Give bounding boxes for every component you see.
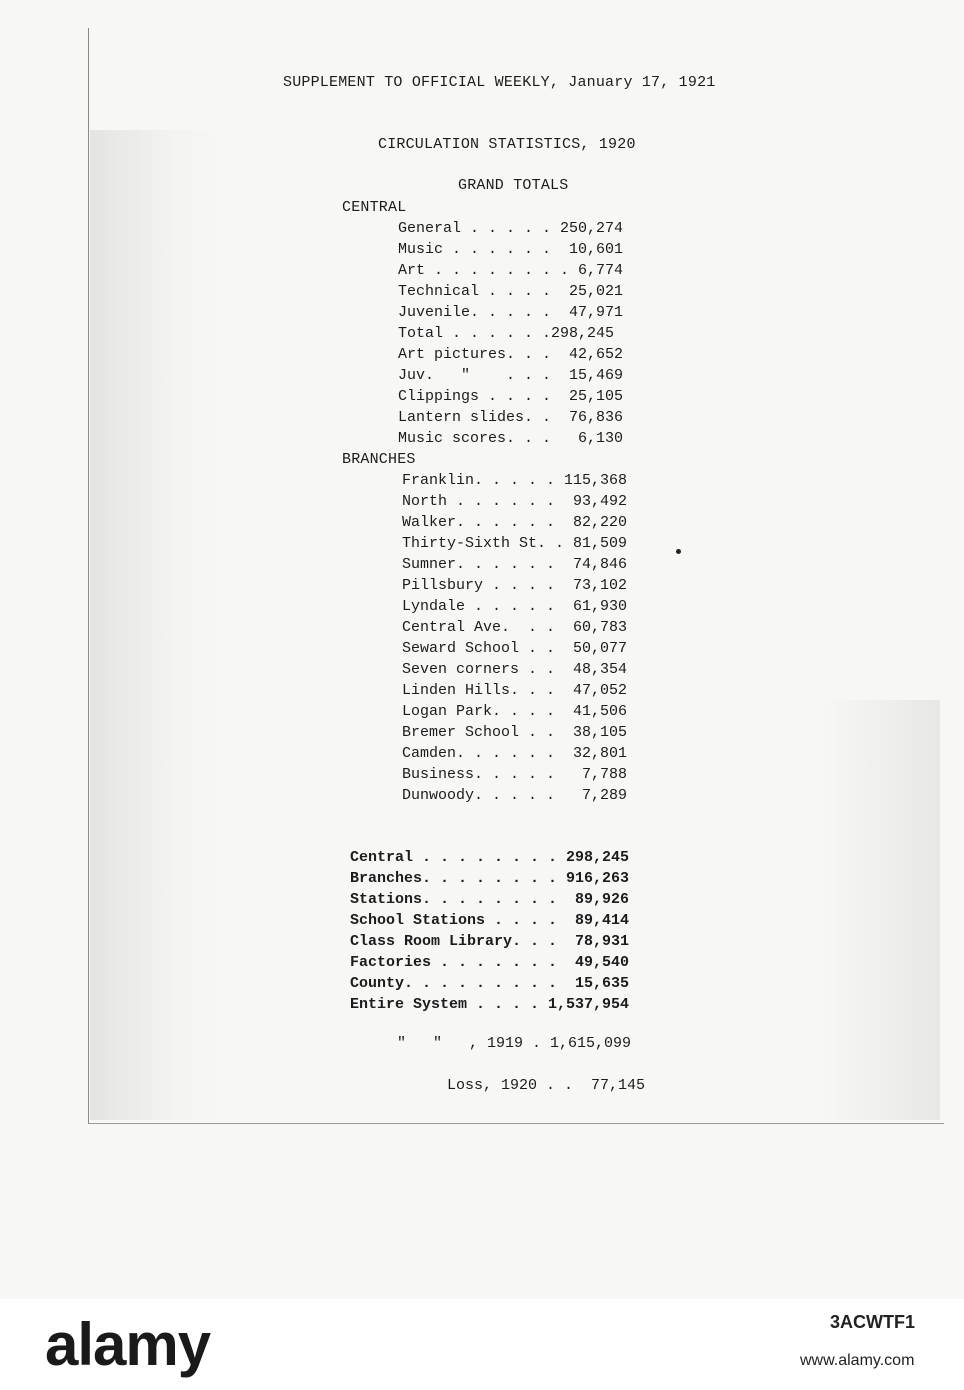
- branch-row: Seward School . . 50,077: [402, 640, 628, 657]
- central-row: Art . . . . . . . . 6,774: [398, 262, 624, 279]
- central-row: Technical . . . . 25,021: [398, 283, 624, 300]
- branch-row: Central Ave. . . 60,783: [402, 619, 628, 636]
- document-title: CIRCULATION STATISTICS, 1920: [378, 136, 636, 153]
- central-row: Juvenile. . . . . 47,971: [398, 304, 624, 321]
- central-row: Music scores. . . 6,130: [398, 430, 624, 447]
- branch-row: Linden Hills. . . 47,052: [402, 682, 628, 699]
- section-subtitle: GRAND TOTALS: [458, 177, 569, 194]
- summary-row: County. . . . . . . . . 15,635: [350, 975, 630, 992]
- branch-row: North . . . . . . 93,492: [402, 493, 628, 510]
- comparison-1919: " " , 1919 . 1,615,099: [397, 1035, 632, 1052]
- central-row: Clippings . . . . 25,105: [398, 388, 624, 405]
- central-heading: CENTRAL: [342, 199, 407, 216]
- ink-speck: [676, 549, 681, 554]
- summary-row: School Stations . . . . 89,414: [350, 912, 630, 929]
- central-row: Total . . . . . .298,245: [398, 325, 615, 342]
- branches-heading: BRANCHES: [342, 451, 416, 468]
- branch-row: Sumner. . . . . . 74,846: [402, 556, 628, 573]
- summary-row: Entire System . . . . 1,537,954: [350, 996, 630, 1013]
- summary-row: Class Room Library. . . 78,931: [350, 933, 630, 950]
- branch-row: Lyndale . . . . . 61,930: [402, 598, 628, 615]
- branch-row: Franklin. . . . . 115,368: [402, 472, 628, 489]
- watermark-site: www.alamy.com: [800, 1352, 915, 1369]
- central-row: Art pictures. . . 42,652: [398, 346, 624, 363]
- branch-row: Camden. . . . . . 32,801: [402, 745, 628, 762]
- central-row: Lantern slides. . 76,836: [398, 409, 624, 426]
- central-row: Music . . . . . . 10,601: [398, 241, 624, 258]
- summary-row: Branches. . . . . . . . 916,263: [350, 870, 630, 887]
- central-row: Juv. " . . . 15,469: [398, 367, 624, 384]
- summary-row: Factories . . . . . . . 49,540: [350, 954, 630, 971]
- branch-row: Business. . . . . 7,788: [402, 766, 628, 783]
- branch-row: Logan Park. . . . 41,506: [402, 703, 628, 720]
- branch-row: Pillsbury . . . . 73,102: [402, 577, 628, 594]
- summary-row: Central . . . . . . . . 298,245: [350, 849, 630, 866]
- central-row: General . . . . . 250,274: [398, 220, 624, 237]
- document-header: SUPPLEMENT TO OFFICIAL WEEKLY, January 17, 1921: [283, 74, 716, 91]
- branch-row: Bremer School . . 38,105: [402, 724, 628, 741]
- branch-row: Seven corners . . 48,354: [402, 661, 628, 678]
- summary-row: Stations. . . . . . . . 89,926: [350, 891, 630, 908]
- loss-1920: Loss, 1920 . . 77,145: [447, 1077, 646, 1094]
- branch-row: Thirty-Sixth St. . 81,509: [402, 535, 628, 552]
- watermark-logo: alamy: [45, 1311, 211, 1378]
- watermark-image-id: 3ACWTF1: [830, 1312, 915, 1332]
- branch-row: Walker. . . . . . 82,220: [402, 514, 628, 531]
- branch-row: Dunwoody. . . . . 7,289: [402, 787, 628, 804]
